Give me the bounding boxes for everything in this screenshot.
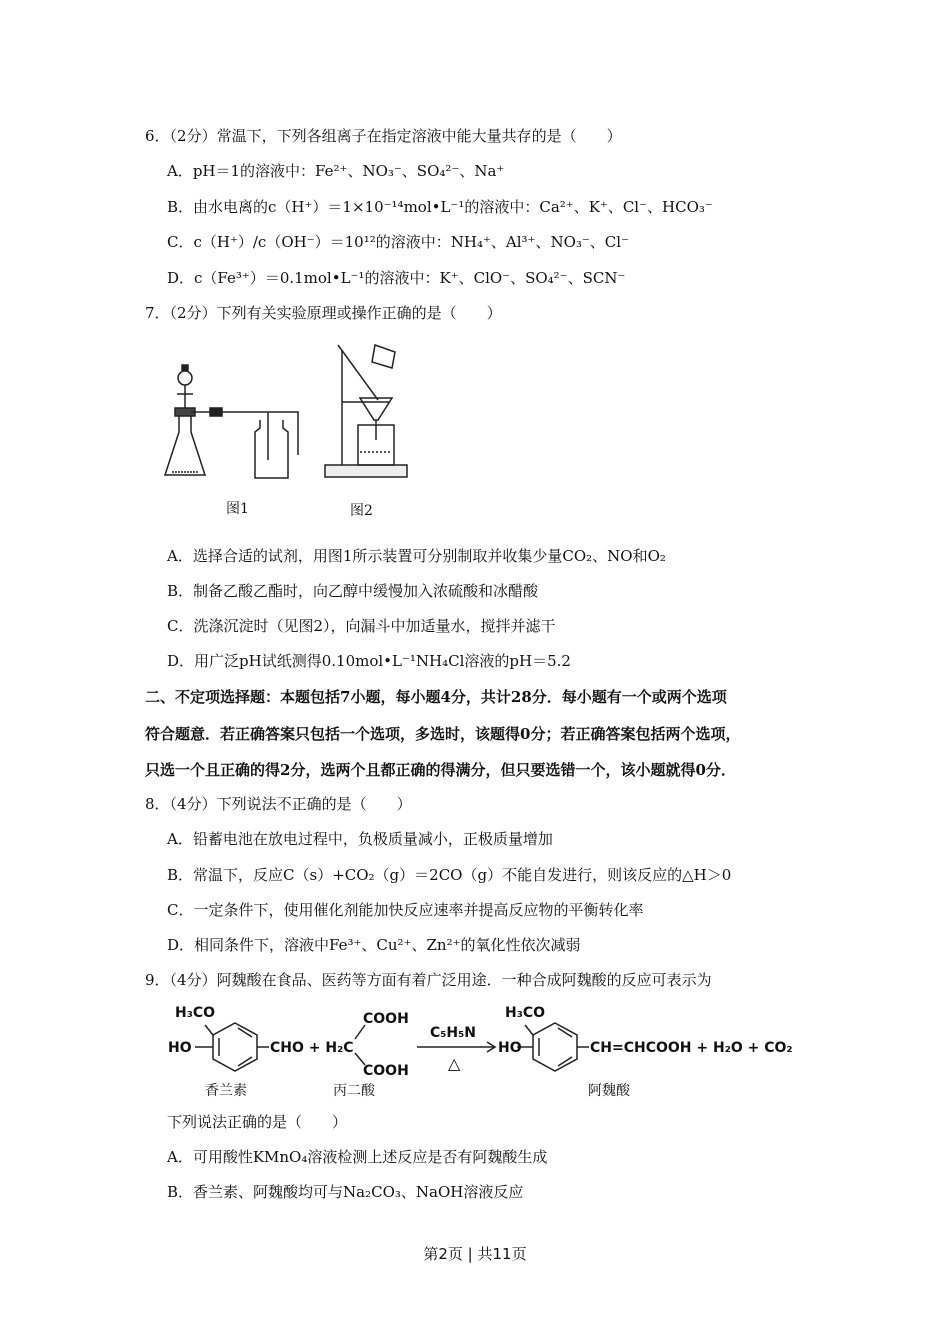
figure-2-filtration <box>320 340 410 485</box>
cho-plus-h2c: CHO + H₂C <box>270 1040 354 1056</box>
q7-option-a: A．选择合适的试剂，用图1所示装置可分别制取并收集少量CO₂、NO和O₂ <box>167 547 666 565</box>
q8-option-a: A．铅蓄电池在放电过程中，负极质量减小，正极质量增加 <box>167 830 553 848</box>
heat-symbol: △ <box>448 1054 461 1073</box>
product-chain: CH=CHCOOH + H₂O + CO₂ <box>590 1040 793 1056</box>
name-ferulic-acid: 阿魏酸 <box>588 1083 630 1099</box>
q8-option-b: B．常温下，反应C（s）+CO₂（g）＝2CO（g）不能自发进行，则该反应的△H＞0 <box>167 866 732 884</box>
q6-option-a: A．pH＝1的溶液中：Fe²⁺、NO₃⁻、SO₄²⁻、Na⁺ <box>167 162 505 180</box>
q8-stem: 8．（4分）下列说法不正确的是（ ） <box>145 795 412 813</box>
h3co-left: H₃CO <box>175 1005 216 1021</box>
page-footer: 第2页 | 共11页 <box>423 1245 527 1263</box>
q6-option-c: C．c（H⁺）/c（OH⁻）＝10¹²的溶液中：NH₄⁺、Al³⁺、NO₃⁻、Cl⁻ <box>167 233 629 251</box>
figure-2-caption: 图2 <box>350 503 373 519</box>
q9-option-b: B．香兰素、阿魏酸均可与Na₂CO₃、NaOH溶液反应 <box>167 1183 524 1201</box>
q9-stem: 9．（4分）阿魏酸在食品、医药等方面有着广泛用途．一种合成阿魏酸的反应可表示为 <box>145 971 712 989</box>
figure-1-apparatus <box>160 360 300 490</box>
h3co-right: H₃CO <box>505 1005 546 1021</box>
q8-option-c: C．一定条件下，使用催化剂能加快反应速率并提高反应物的平衡转化率 <box>167 901 644 919</box>
cooh-bottom: COOH <box>363 1063 409 1079</box>
section-2-line-1: 二、不定项选择题：本题包括7小题，每小题4分，共计28分．每小题有一个或两个选项 <box>145 688 727 706</box>
q9-sub-stem: 下列说法正确的是（ ） <box>167 1113 348 1131</box>
q9-option-a: A．可用酸性KMnO₄溶液检测上述反应是否有阿魏酸生成 <box>167 1148 548 1166</box>
reaction-scheme <box>165 995 815 1105</box>
ho-left: HO <box>168 1040 192 1056</box>
cooh-top: COOH <box>363 1011 409 1027</box>
name-vanillin: 香兰素 <box>205 1083 247 1099</box>
ho-right: HO <box>498 1040 522 1056</box>
section-2-line-3: 只选一个且正确的得2分，选两个且都正确的得满分，但只要选错一个，该小题就得0分． <box>145 761 736 779</box>
q6-option-d: D．c（Fe³⁺）＝0.1mol•L⁻¹的溶液中：K⁺、ClO⁻、SO₄²⁻、SCN⁻ <box>167 269 626 287</box>
q7-option-c: C．洗涤沉淀时（见图2），向漏斗中加适量水，搅拌并滤干 <box>167 617 556 635</box>
q6-option-b: B．由水电离的c（H⁺）＝1×10⁻¹⁴mol•L⁻¹的溶液中：Ca²⁺、K⁺、Cl⁻、HCO₃⁻ <box>167 198 713 216</box>
name-malonic-acid: 丙二酸 <box>333 1083 375 1099</box>
q7-option-d: D．用广泛pH试纸测得0.10mol•L⁻¹NH₄Cl溶液的pH＝5.2 <box>167 652 571 670</box>
q7-stem: 7．（2分）下列有关实验原理或操作正确的是（ ） <box>145 304 502 322</box>
q6-stem: 6．（2分）常温下，下列各组离子在指定溶液中能大量共存的是（ ） <box>145 127 622 145</box>
q7-option-b: B．制备乙酸乙酯时，向乙醇中缓慢加入浓硫酸和冰醋酸 <box>167 582 539 600</box>
figure-1-caption: 图1 <box>226 501 249 517</box>
catalyst-label: C₅H₅N <box>430 1025 476 1041</box>
q8-option-d: D．相同条件下，溶液中Fe³⁺、Cu²⁺、Zn²⁺的氧化性依次减弱 <box>167 936 581 954</box>
section-2-line-2: 符合题意．若正确答案只包括一个选项，多选时，该题得0分；若正确答案包括两个选项， <box>145 725 741 743</box>
